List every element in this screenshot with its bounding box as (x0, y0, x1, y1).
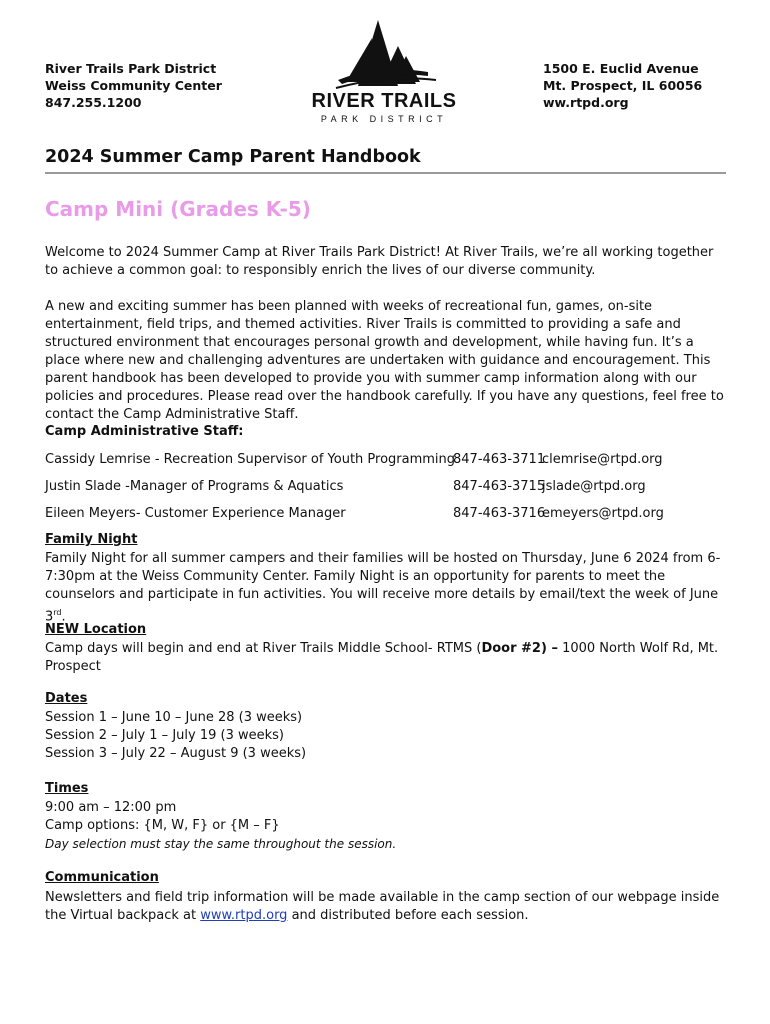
section-title: Camp Mini (Grades K-5) (45, 197, 311, 221)
intro-paragraph: Welcome to 2024 Summer Camp at River Trails Park District! At River Trails, we’re all working together to achieve a common goal: to responsibly enrich the lives of our diverse community. (45, 245, 714, 278)
staff-name: Cassidy Lemrise - Recreation Supervisor of Youth Programming (45, 452, 456, 467)
staff-row (45, 506, 735, 524)
staff-email: clemrise@rtpd.org (542, 452, 663, 467)
session-line: Session 3 – July 22 – August 9 (3 weeks) (45, 746, 307, 761)
family-night-body: Family Night for all summer campers and their families will be hosted on Thursday, June 6 2024 from 6-7:30pm at the Weiss Community Center. Family Night is an opportunity for parents to meet the counselors and participate in fun activities. You will receive more details by email/text the week of June 3 (45, 551, 721, 625)
title-divider (45, 172, 726, 174)
header-right-line: ww.rtpd.org (543, 95, 629, 110)
header-left-line: 847.255.1200 (45, 95, 142, 110)
new-location-text (45, 640, 730, 676)
header-left-address (45, 60, 222, 111)
communication-text (45, 889, 730, 925)
staff-row (45, 479, 735, 497)
staff-phone: 847-463-3715 (453, 479, 546, 494)
communication-heading: Communication (45, 870, 159, 885)
header-left-line: Weiss Community Center (45, 78, 222, 93)
times-note: Day selection must stay the same throughout the session. (45, 837, 397, 851)
dates-heading: Dates (45, 691, 88, 706)
logo-subtitle: PARK DISTRICT (320, 114, 448, 124)
header-right-line: Mt. Prospect, IL 60056 (543, 78, 703, 93)
logo-name: RIVER TRAILS (311, 90, 457, 112)
intro-paragraph: A new and exciting summer has been planned with weeks of recreational fun, games, on-site entertainment, field trips, and themed activities. River Trails is committed to providing a safe and structured environment that encourages personal growth and development, while having fun. It’s a place where new and challenging adventures are undertaken with guidance and encouragement. This parent handbook has been developed to provide you with summer camp information along with our policies and procedures. Please read over the handbook carefully. If you have any questions, feel free to contact the Camp Administrative Staff. (45, 299, 724, 422)
staff-name: Eileen Meyers- Customer Experience Manager (45, 506, 346, 521)
staff-heading: Camp Administrative Staff: (45, 424, 244, 439)
family-night-heading: Family Night (45, 532, 138, 547)
family-night-text (45, 550, 730, 626)
session-line: Session 2 – July 1 – July 19 (3 weeks) (45, 728, 284, 743)
river-trails-logo (308, 16, 460, 126)
communication-end: and distributed before each session. (287, 908, 529, 923)
staff-row (45, 452, 735, 470)
staff-name: Justin Slade -Manager of Programs & Aquatics (45, 479, 344, 494)
staff-email: emeyers@rtpd.org (542, 506, 664, 521)
document-title: 2024 Summer Camp Parent Handbook (45, 147, 421, 167)
times-line: 9:00 am – 12:00 pm (45, 800, 177, 815)
header-left-line: River Trails Park District (45, 61, 217, 76)
new-location-address: 1000 North Wolf Rd, Mt. Prospect (45, 641, 719, 674)
dates-list (45, 709, 730, 763)
staff-email: jslade@rtpd.org (542, 479, 646, 494)
staff-phone: 847-463-3716 (453, 506, 546, 521)
family-night-end: . (61, 609, 66, 625)
header-right-address (543, 60, 702, 111)
new-location-door: Door #2) – (481, 641, 558, 656)
times-line: Camp options: {M, W, F} or {M – F} (45, 818, 280, 833)
family-night-superscript: rd (53, 608, 62, 617)
header-right-line: 1500 E. Euclid Avenue (543, 61, 699, 76)
website-link[interactable]: www.rtpd.org (200, 908, 288, 923)
staff-phone: 847-463-3711 (453, 452, 546, 467)
new-location-heading: NEW Location (45, 622, 147, 637)
new-location-body: Camp days will begin and end at River Trails Middle School- RTMS ( (45, 641, 482, 656)
pine-trees-icon (308, 16, 460, 92)
session-line: Session 1 – June 10 – June 28 (3 weeks) (45, 710, 303, 725)
communication-body: Newsletters and field trip information will be made available in the camp section of our webpage inside the Virtual backpack at (45, 890, 720, 923)
times-heading: Times (45, 781, 89, 796)
times-list (45, 799, 730, 853)
